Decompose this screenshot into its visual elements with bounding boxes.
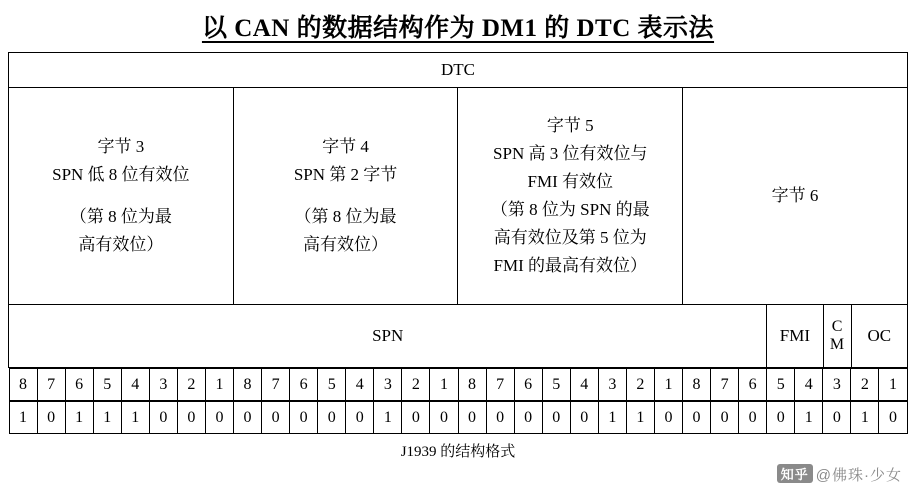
bit-value-cell: 0	[346, 402, 374, 434]
bit-value-cell: 1	[851, 402, 879, 434]
bit-number-cell: 8	[234, 369, 262, 401]
bit-value-cell: 0	[262, 402, 290, 434]
byte-5-note-line-2: 高有效位及第 5 位为	[493, 228, 647, 248]
bit-number-cell: 1	[879, 369, 907, 401]
bit-number-cell: 3	[374, 369, 402, 401]
dtc-structure-table	[8, 52, 908, 434]
field-spn: SPN	[9, 305, 767, 368]
bit-value-cell: 0	[37, 402, 65, 434]
bit-number-cell: 1	[430, 369, 458, 401]
bit-number-cell: 5	[318, 369, 346, 401]
bit-number-cell: 6	[290, 369, 318, 401]
bit-number-cell: 6	[739, 369, 767, 401]
bit-value-cell: 1	[374, 402, 402, 434]
bit-number-cell: 7	[262, 369, 290, 401]
bit-number-cell: 3	[149, 369, 177, 401]
bit-value-cell: 0	[318, 402, 346, 434]
table-row-byte-descriptions	[9, 88, 908, 305]
bit-value-cell: 0	[570, 402, 598, 434]
bit-number-cell: 6	[514, 369, 542, 401]
bit-value-cell: 0	[654, 402, 682, 434]
byte-column-4	[233, 88, 458, 305]
byte-4-note-line-2: 高有效位）	[303, 235, 389, 255]
byte-5-note-line-3: FMI 的最高有效位）	[493, 256, 647, 276]
bit-number-cell: 4	[121, 369, 149, 401]
bit-number-cell: 5	[93, 369, 121, 401]
bit-value-cell: 0	[149, 402, 177, 434]
bit-value-cell: 1	[795, 402, 823, 434]
bit-value-cell: 1	[9, 402, 37, 434]
bit-value-cell: 0	[458, 402, 486, 434]
bit-number-grid	[9, 368, 908, 401]
bit-number-cell: 2	[402, 369, 430, 401]
bit-value-cell: 0	[486, 402, 514, 434]
bit-value-cell: 0	[290, 402, 318, 434]
bit-number-cell: 4	[570, 369, 598, 401]
watermark-text: @佛珠·少女	[815, 467, 902, 484]
bit-value-cell: 0	[683, 402, 711, 434]
page-title: 以 CAN 的数据结构作为 DM1 的 DTC 表示法	[201, 15, 715, 42]
bit-number-cell: 2	[626, 369, 654, 401]
bit-value-cell: 0	[402, 402, 430, 434]
bit-value-cell: 0	[879, 402, 907, 434]
bit-number-cell: 8	[683, 369, 711, 401]
byte-column-3	[9, 88, 234, 305]
field-oc: OC	[851, 305, 907, 368]
bit-number-cell: 7	[486, 369, 514, 401]
field-fmi: FMI	[767, 305, 823, 368]
figure-caption: J1939 的结构格式	[400, 444, 516, 460]
bit-value-cell: 0	[514, 402, 542, 434]
bit-number-cell: 7	[711, 369, 739, 401]
table-row-dtc-header	[9, 53, 908, 88]
table-row-bit-numbers	[9, 368, 908, 402]
byte-3-desc: SPN 低 8 位有效位	[52, 164, 190, 184]
bit-value-cell: 1	[93, 402, 121, 434]
bit-number-cell: 5	[767, 369, 795, 401]
table-row-fields	[9, 305, 908, 368]
bit-value-cell: 0	[430, 402, 458, 434]
bit-number-cell: 4	[795, 369, 823, 401]
bit-value-cell: 1	[65, 402, 93, 434]
byte-5-desc-line-1: SPN 高 3 位有效位与	[493, 143, 648, 163]
byte-column-6	[683, 88, 908, 305]
watermark	[777, 464, 902, 485]
bit-number-cell: 6	[65, 369, 93, 401]
bit-number-cell: 5	[542, 369, 570, 401]
bit-value-cell: 0	[542, 402, 570, 434]
bit-value-grid	[9, 401, 908, 434]
bit-number-cell: 1	[654, 369, 682, 401]
byte-6-name: 字节 6	[771, 185, 819, 205]
byte-3-note-line-2: 高有效位）	[78, 235, 164, 255]
bit-value-cell: 0	[234, 402, 262, 434]
bit-value-cell: 0	[739, 402, 767, 434]
bit-number-cell: 8	[458, 369, 486, 401]
bit-number-cell: 2	[851, 369, 879, 401]
bit-number-cell: 8	[9, 369, 37, 401]
bit-number-cell: 1	[205, 369, 233, 401]
bit-value-cell: 0	[177, 402, 205, 434]
bit-value-cell: 0	[205, 402, 233, 434]
byte-3-note-line-1: （第 8 位为最	[69, 207, 172, 226]
bit-value-cell: 1	[121, 402, 149, 434]
bit-value-cell: 0	[711, 402, 739, 434]
bit-number-cell: 2	[177, 369, 205, 401]
bit-value-cell: 1	[598, 402, 626, 434]
table-row-bit-values	[9, 401, 908, 434]
dtc-header-cell: DTC	[9, 53, 908, 88]
zhihu-logo-icon: 知乎	[777, 464, 813, 483]
bit-number-cell: 4	[346, 369, 374, 401]
bit-number-cell: 3	[823, 369, 851, 401]
byte-5-name: 字节 5	[546, 115, 594, 135]
bit-number-cell: 7	[37, 369, 65, 401]
bit-value-cell: 1	[626, 402, 654, 434]
byte-4-desc: SPN 第 2 字节	[293, 164, 398, 184]
bit-value-cell: 0	[767, 402, 795, 434]
field-cm: C M	[823, 305, 851, 368]
byte-4-name: 字节 4	[322, 136, 369, 156]
byte-4-note-line-1: （第 8 位为最	[294, 207, 397, 226]
bit-number-cell: 3	[598, 369, 626, 401]
bit-value-cell: 0	[823, 402, 851, 434]
byte-column-5	[458, 88, 683, 305]
byte-5-note-line-1: （第 8 位为 SPN 的最	[490, 200, 650, 219]
byte-5-desc-line-2: FMI 有效位	[527, 171, 613, 191]
byte-3-name: 字节 3	[97, 136, 145, 156]
